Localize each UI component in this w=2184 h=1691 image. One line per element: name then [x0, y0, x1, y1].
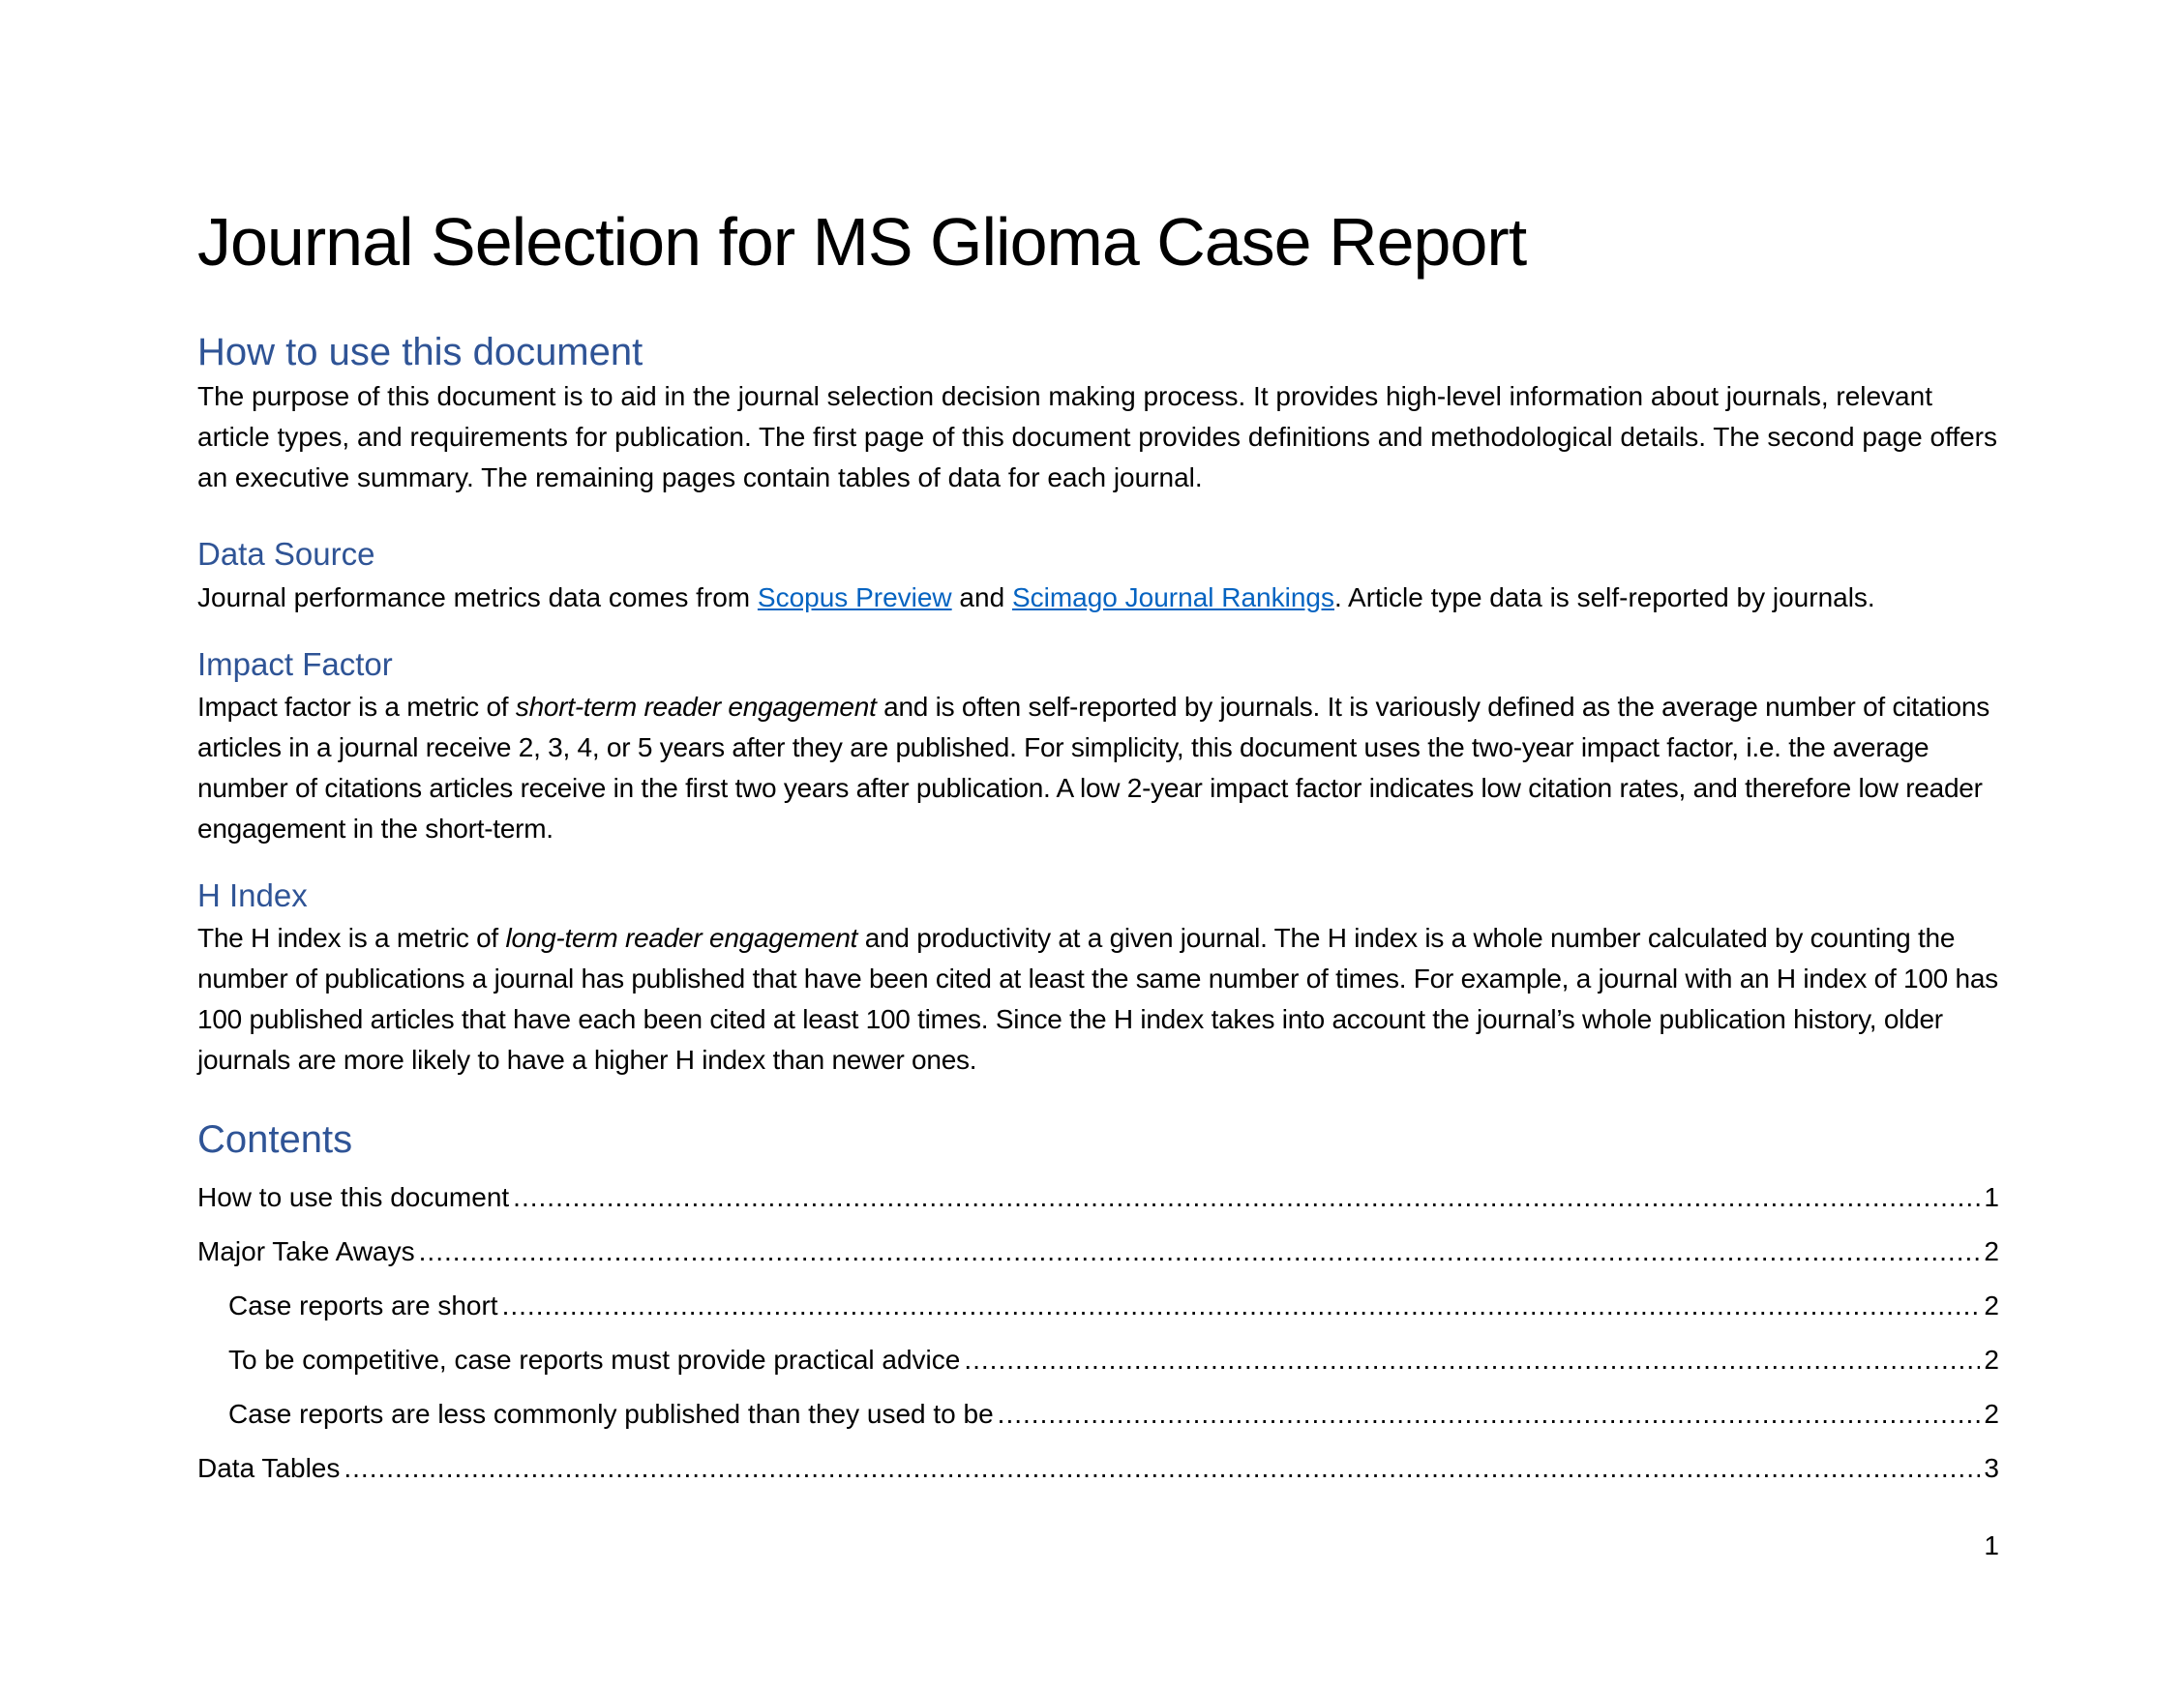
toc-entry[interactable]: [197, 1387, 1999, 1441]
toc-entry-page[interactable]: 3: [1984, 1453, 1999, 1483]
paragraph-h-index: [197, 918, 1999, 1081]
toc-entry-page[interactable]: 1: [1984, 1182, 1999, 1212]
heading-how-to-use: How to use this document: [197, 331, 643, 373]
heading-data-source: Data Source: [197, 536, 375, 572]
section-data-source: [197, 535, 1999, 618]
section-impact-factor: [197, 645, 1999, 849]
toc-entry[interactable]: [197, 1171, 1999, 1225]
toc-entry-page[interactable]: 2: [1984, 1399, 1999, 1429]
section-contents-heading: [197, 1116, 1999, 1163]
toc-entry-label[interactable]: Data Tables: [197, 1453, 341, 1483]
toc-entry-label[interactable]: Case reports are less commonly published than they used to be: [228, 1399, 994, 1429]
toc-leader-dots: [502, 1279, 1981, 1333]
impact-factor-text-after: and is often self-reported by journals. It is variously defined as the average number of citations articles in a journal receive 2, 3, 4, or 5 years after they are published. For simplicity, this document uses the two-year impact factor, i.e. the average number of citations articles receive in the first two years after publication. A low 2-year impact factor indicates low citation rates, and therefore low reader engagement in the short-term.: [197, 692, 1990, 844]
impact-factor-emphasis: short-term reader engagement: [515, 692, 877, 722]
heading-impact-factor: Impact Factor: [197, 646, 393, 682]
heading-contents: Contents: [197, 1118, 353, 1161]
paragraph-how-to-use: The purpose of this document is to aid in the journal selection decision making process. It provides high-level information about journals, relevant article types, and requirements for publication. The first page of this document provides definitions and methodological details. The second page offers an executive summary. The remaining pages contain tables of data for each journal.: [197, 381, 1997, 492]
h-index-text-before: The H index is a metric of: [197, 923, 506, 953]
toc-entry-page[interactable]: 2: [1984, 1345, 1999, 1375]
heading-h-index: H Index: [197, 877, 308, 913]
toc-leader-dots: [513, 1171, 1980, 1225]
data-source-text-between: and: [951, 582, 1012, 612]
toc-entry-label[interactable]: Case reports are short: [228, 1290, 498, 1320]
toc-entry[interactable]: [197, 1441, 1999, 1496]
page-number: 1: [1984, 1530, 1999, 1560]
toc-entry[interactable]: [197, 1333, 1999, 1387]
impact-factor-text-before: Impact factor is a metric of: [197, 692, 516, 722]
section-h-index: [197, 876, 1999, 1081]
toc-entry-label[interactable]: How to use this document: [197, 1182, 510, 1212]
scimago-journal-rankings-link[interactable]: Scimago Journal Rankings: [1011, 582, 1334, 612]
toc-leader-dots: [964, 1333, 1980, 1387]
h-index-emphasis: long-term reader engagement: [505, 923, 858, 953]
toc-entry[interactable]: [197, 1225, 1999, 1279]
toc-leader-dots: [344, 1441, 1980, 1496]
toc-leader-dots: [419, 1225, 1981, 1279]
section-how-to-use: [197, 329, 1999, 498]
table-of-contents: [197, 1171, 1999, 1496]
data-source-text-after: . Article type data is self-reported by journals.: [1334, 582, 1875, 612]
toc-entry-label[interactable]: To be competitive, case reports must provide practical advice: [228, 1345, 961, 1375]
paragraph-data-source: [197, 578, 1999, 618]
paragraph-impact-factor: [197, 687, 1999, 849]
h-index-text-after: and productivity at a given journal. The H index is a whole number calculated by counting the number of publications a journal has published that have been cited at least the same number of times. For example, a journal with an H index of 100 has 100 published articles that have each been cited at least 100 times. Since the H index takes into account the journal’s whole publication history, older journals are more likely to have a higher H index than newer ones.: [197, 923, 1998, 1075]
scopus-preview-link[interactable]: Scopus Preview: [757, 582, 952, 612]
toc-leader-dots: [998, 1387, 1981, 1441]
toc-entry[interactable]: [197, 1279, 1999, 1333]
toc-entry-page[interactable]: 2: [1984, 1236, 1999, 1266]
data-source-text-before: Journal performance metrics data comes from: [197, 582, 758, 612]
document-title: Journal Selection for MS Glioma Case Report: [197, 204, 1527, 280]
toc-entry-label[interactable]: Major Take Aways: [197, 1236, 415, 1266]
toc-entry-page[interactable]: 2: [1984, 1290, 1999, 1320]
